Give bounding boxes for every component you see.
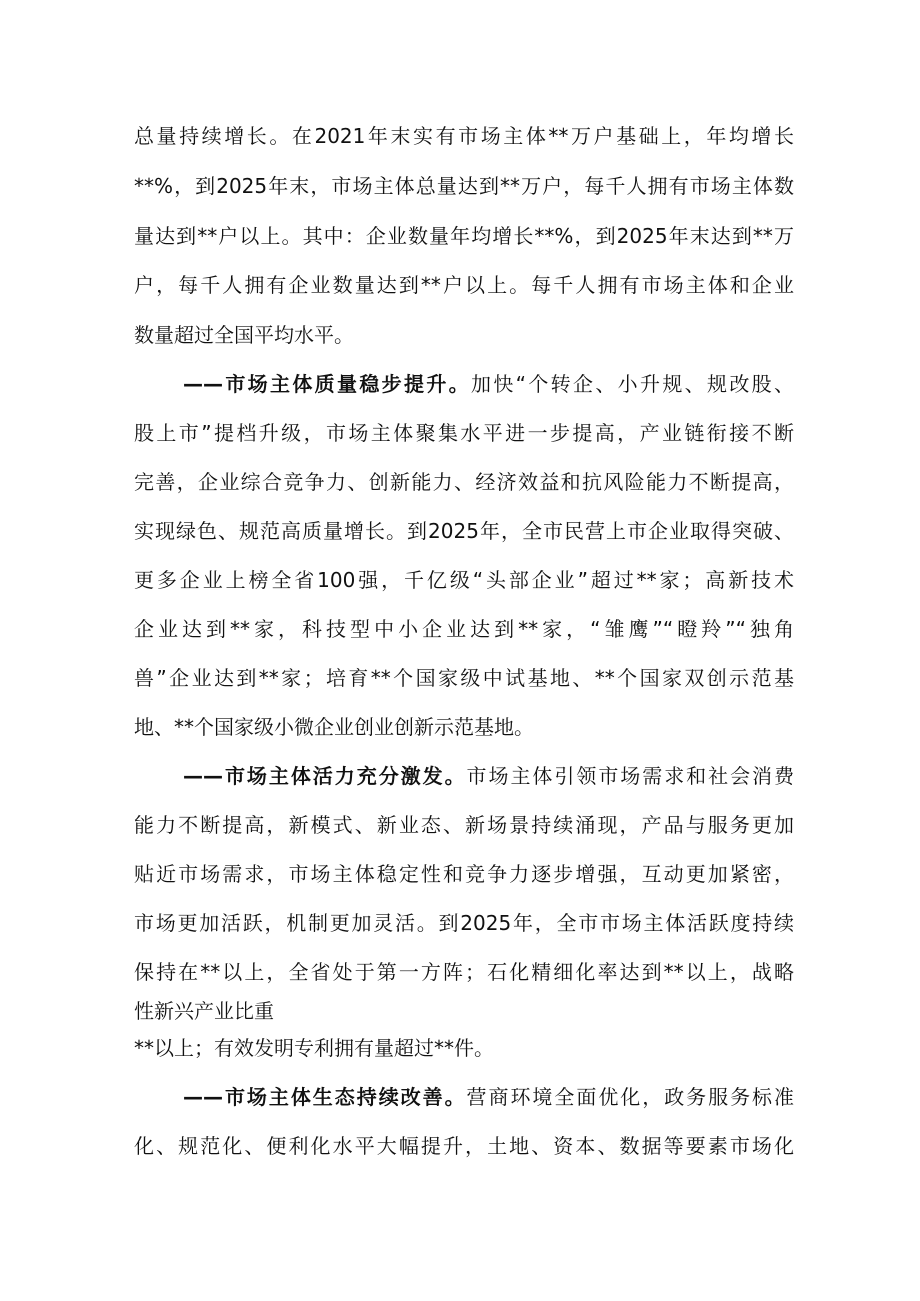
paragraph-line: 企业达到**家，科技型中小企业达到**家，“雏鹰”“瞪羚”“独角 — [134, 617, 794, 641]
paragraph-line: 地、**个国家级小微企业创业创新示范基地。 — [134, 715, 534, 739]
paragraph-line: 实现绿色、规范高质量增长。到2025年，全市民营上市企业取得突破、 — [134, 519, 794, 543]
paragraph-line: 股上市”提档升级，市场主体聚集水平进一步提高，产业链衔接不断 — [134, 421, 794, 445]
paragraph-line: 总量持续增长。在2021年末实有市场主体**万户基础上，年均增长 — [134, 124, 794, 148]
section-text: 市场主体引领市场需求和社会消费 — [466, 764, 795, 788]
paragraph-line: 保持在**以上，全省处于第一方阵；石化精细化率达到**以上，战略 — [134, 960, 794, 984]
section-heading-quality: ——市场主体质量稳步提升。 — [183, 372, 471, 396]
paragraph-line: **%，到2025年末，市场主体总量达到**万户，每千人拥有市场主体数 — [134, 174, 794, 198]
paragraph-line: **以上；有效发明专利拥有量超过**件。 — [134, 1036, 494, 1060]
section-heading-vitality: ——市场主体活力充分激发。 — [183, 764, 467, 788]
paragraph-line: 量达到**户以上。其中：企业数量年均增长**%，到2025年末达到**万 — [134, 224, 794, 248]
section-line-quality — [183, 369, 794, 399]
paragraph-line: 完善，企业综合竞争力、创新能力、经济效益和抗风险能力不断提高， — [134, 470, 794, 494]
paragraph-line: 兽”企业达到**家；培育**个国家级中试基地、**个国家双创示范基 — [134, 666, 794, 690]
paragraph-line: 数量超过全国平均水平。 — [134, 323, 354, 347]
paragraph-line: 市场更加活跃，机制更加灵活。到2025年，全市市场主体活跃度持续 — [134, 911, 794, 935]
paragraph-line: 贴近市场需求，市场主体稳定性和竞争力逐步增强，互动更加紧密， — [134, 862, 794, 886]
paragraph-line: 化、规范化、便利化水平大幅提升，土地、资本、数据等要素市场化 — [134, 1134, 794, 1158]
paragraph-line: 户，每千人拥有企业数量达到**户以上。每千人拥有市场主体和企业 — [134, 273, 794, 297]
section-line-ecology — [183, 1082, 794, 1112]
paragraph-line: 性新兴产业比重 — [134, 999, 274, 1023]
section-heading-ecology: ——市场主体生态持续改善。 — [183, 1085, 467, 1109]
paragraph-line: 能力不断提高，新模式、新业态、新场景持续涌现，产品与服务更加 — [134, 813, 794, 837]
section-text: 加快“个转企、小升规、规改股、 — [470, 372, 794, 396]
section-line-vitality — [183, 761, 794, 791]
section-text: 营商环境全面优化，政务服务标准 — [466, 1085, 795, 1109]
paragraph-line: 更多企业上榜全省100强，千亿级“头部企业”超过**家；高新技术 — [134, 568, 794, 592]
